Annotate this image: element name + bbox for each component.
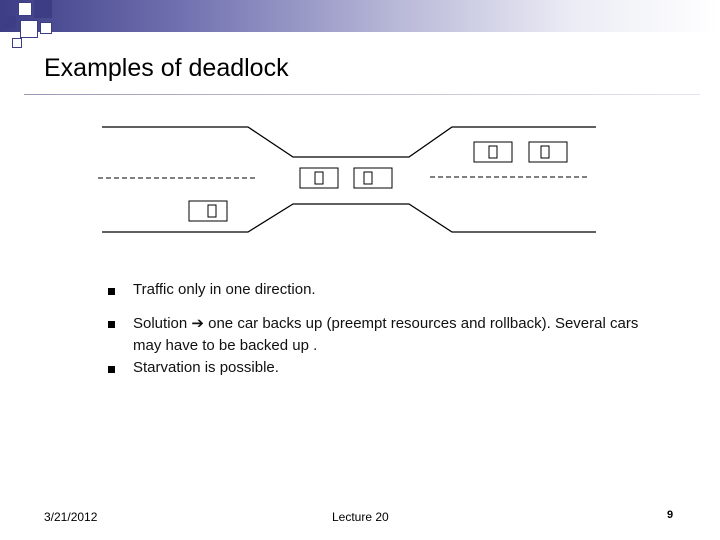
page-number: 9 (667, 509, 674, 521)
bullet-marker (108, 321, 115, 328)
title-divider (24, 94, 700, 95)
car-middle-1 (300, 168, 338, 188)
header-band (0, 0, 720, 32)
road-diagram (0, 100, 720, 250)
bullet-text: Starvation is possible. (133, 359, 279, 376)
bullet-marker (108, 288, 115, 295)
road-bottom-edge (102, 204, 596, 232)
car-middle-2 (354, 168, 392, 188)
road-top-edge (102, 127, 596, 157)
bullet-text-start: Solution (133, 315, 192, 332)
bullet-marker (108, 366, 115, 373)
decorative-squares (0, 0, 60, 48)
car-right-1 (474, 142, 512, 162)
bullet-text: Traffic only in one direction. (133, 281, 316, 298)
page-title: Examples of deadlock (44, 54, 289, 82)
bullet-text-end: one car backs up (preempt resources and rollback). Several cars may have to be backed up . (133, 315, 639, 354)
car-left-1 (189, 201, 227, 221)
car-right-2 (529, 142, 567, 162)
footer-date: 3/21/2012 (44, 510, 98, 524)
right-arrow-icon: ➔ (191, 314, 204, 332)
bullet-text (133, 312, 663, 357)
footer-center-text: Lecture 20 (332, 510, 389, 524)
